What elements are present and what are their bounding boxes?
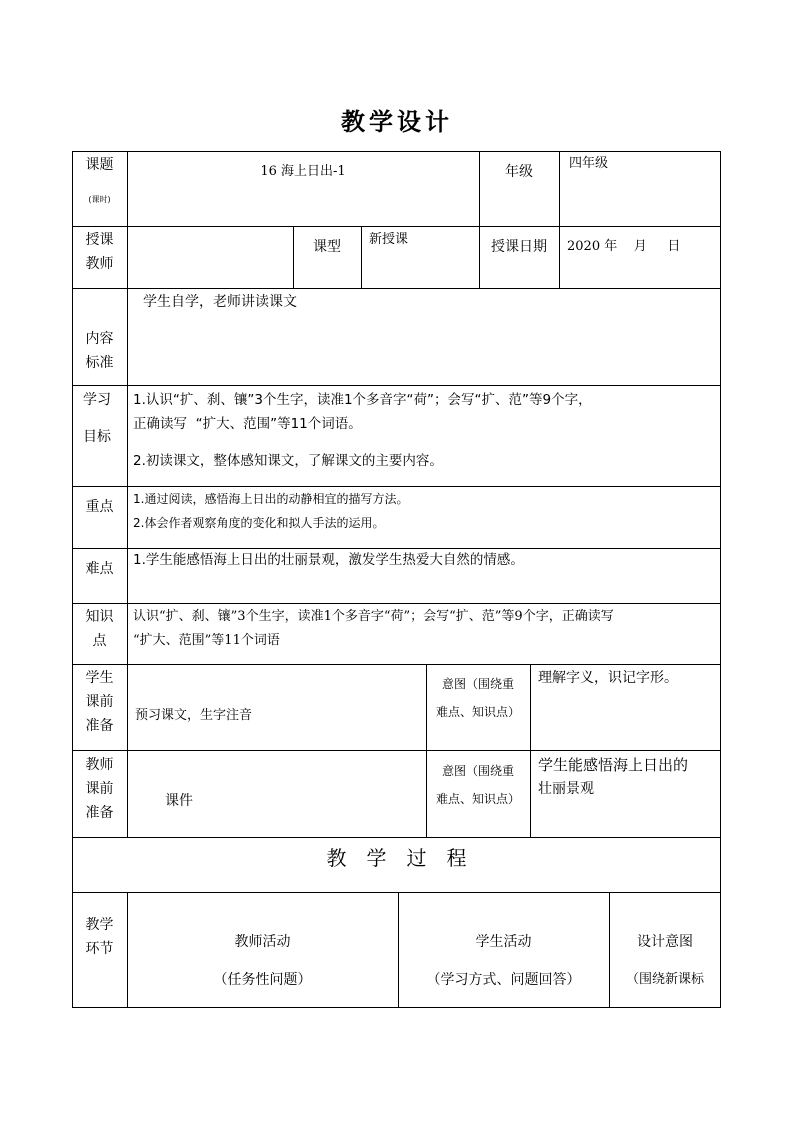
learning-goal-line1: 1.认识“扩、刹、镶”3个生字，读准1个多音字“荷”；会写“扩、范”等9个字， — [133, 392, 592, 408]
knowledge-label-line1: 知识 — [85, 609, 114, 625]
document-title: 教学设计 — [341, 107, 453, 136]
teacher-prep-intent-line2: 壮丽景观 — [538, 781, 594, 797]
lesson-type-label: 课型 — [313, 239, 341, 255]
teacher-prep-intent-line1: 学生能感悟海上日出的 — [538, 756, 689, 774]
content-standard-label-line2: 标准 — [85, 355, 114, 371]
student-prep-label-line2: 课前 — [85, 694, 114, 710]
teacher-prep-intent-label-line2: 难点、知识点） — [435, 792, 520, 806]
learning-goal-label-line1: 学习 — [83, 392, 111, 408]
lesson-date-label: 授课日期 — [491, 239, 547, 255]
grade-label: 年级 — [505, 164, 533, 180]
key-point-2: 2.体会作者观察角度的变化和拟人手法的运用。 — [133, 516, 385, 530]
difficulty-text: 1.学生能感悟海上日出的壮丽景观，激发学生热爱大自然的情感。 — [133, 552, 524, 568]
student-prep-intent-label-line1: 意图（围绕重 — [441, 677, 514, 691]
teacher-prep-label-line1: 教师 — [85, 757, 114, 773]
knowledge-label-line2: 点 — [92, 633, 107, 649]
teacher-prep-label-line3: 准备 — [85, 805, 114, 821]
student-prep-text: 预习课文，生字注音 — [135, 708, 253, 723]
learning-goal-label-line2: 目标 — [83, 429, 111, 445]
content-standard-text: 学生自学，老师讲读课文 — [143, 294, 297, 310]
student-prep-label-line1: 学生 — [85, 670, 114, 686]
content-standard-label-line1: 内容 — [85, 331, 114, 347]
teacher-prep-intent-label-line1: 意图（围绕重 — [441, 764, 514, 778]
knowledge-line2: “扩大、范围”等11个词语 — [133, 633, 280, 648]
learning-goal-line3: 2.初读课文，整体感知课文，了解课文的主要内容。 — [133, 453, 443, 469]
key-points-label: 重点 — [85, 499, 114, 515]
student-activity-header: 学生活动 — [475, 934, 532, 950]
lesson-type-value: 新授课 — [369, 232, 409, 247]
grade-value: 四年级 — [569, 156, 609, 171]
teacher-label-line1: 授课 — [85, 232, 114, 248]
design-intent-subheader: （围绕新课标 — [625, 972, 704, 987]
lesson-hours-label: (课时) — [88, 195, 111, 204]
student-prep-intent-value: 理解字义，识记字形。 — [538, 670, 678, 686]
teacher-prep-text: 课件 — [165, 793, 193, 809]
knowledge-line1: 认识“扩、刹、镶”3个生字，读准1个多音字“荷”；会写“扩、范”等9个字，正确读写 — [133, 609, 614, 624]
student-prep-label-line3: 准备 — [85, 718, 114, 734]
key-point-1: 1.通过阅读，感悟海上日出的动静相宜的描写方法。 — [133, 492, 409, 506]
difficulty-label: 难点 — [85, 561, 114, 577]
student-prep-intent-label-line2: 难点、知识点） — [435, 705, 520, 719]
teacher-prep-label-line2: 课前 — [85, 781, 114, 797]
teaching-stage-label-line2: 环节 — [85, 941, 114, 957]
teacher-label-line2: 教师 — [85, 256, 114, 272]
teacher-activity-subheader: （任务性问题） — [213, 972, 312, 988]
design-intent-header: 设计意图 — [637, 934, 693, 950]
topic-value: 16 海上日出-1 — [260, 164, 346, 179]
teacher-activity-header: 教师活动 — [234, 934, 291, 950]
teaching-stage-label-line1: 教学 — [85, 917, 114, 933]
table-border — [72, 151, 721, 1008]
topic-label: 课题 — [85, 157, 114, 173]
lesson-date-value: 2020 年 月 日 — [567, 239, 681, 254]
teaching-process-title: 教 学 过 程 — [326, 846, 467, 870]
student-activity-subheader: （学习方式、问题回答） — [426, 972, 581, 988]
learning-goal-line2: 正确读写 “扩大、范围”等11个词语。 — [133, 416, 362, 432]
